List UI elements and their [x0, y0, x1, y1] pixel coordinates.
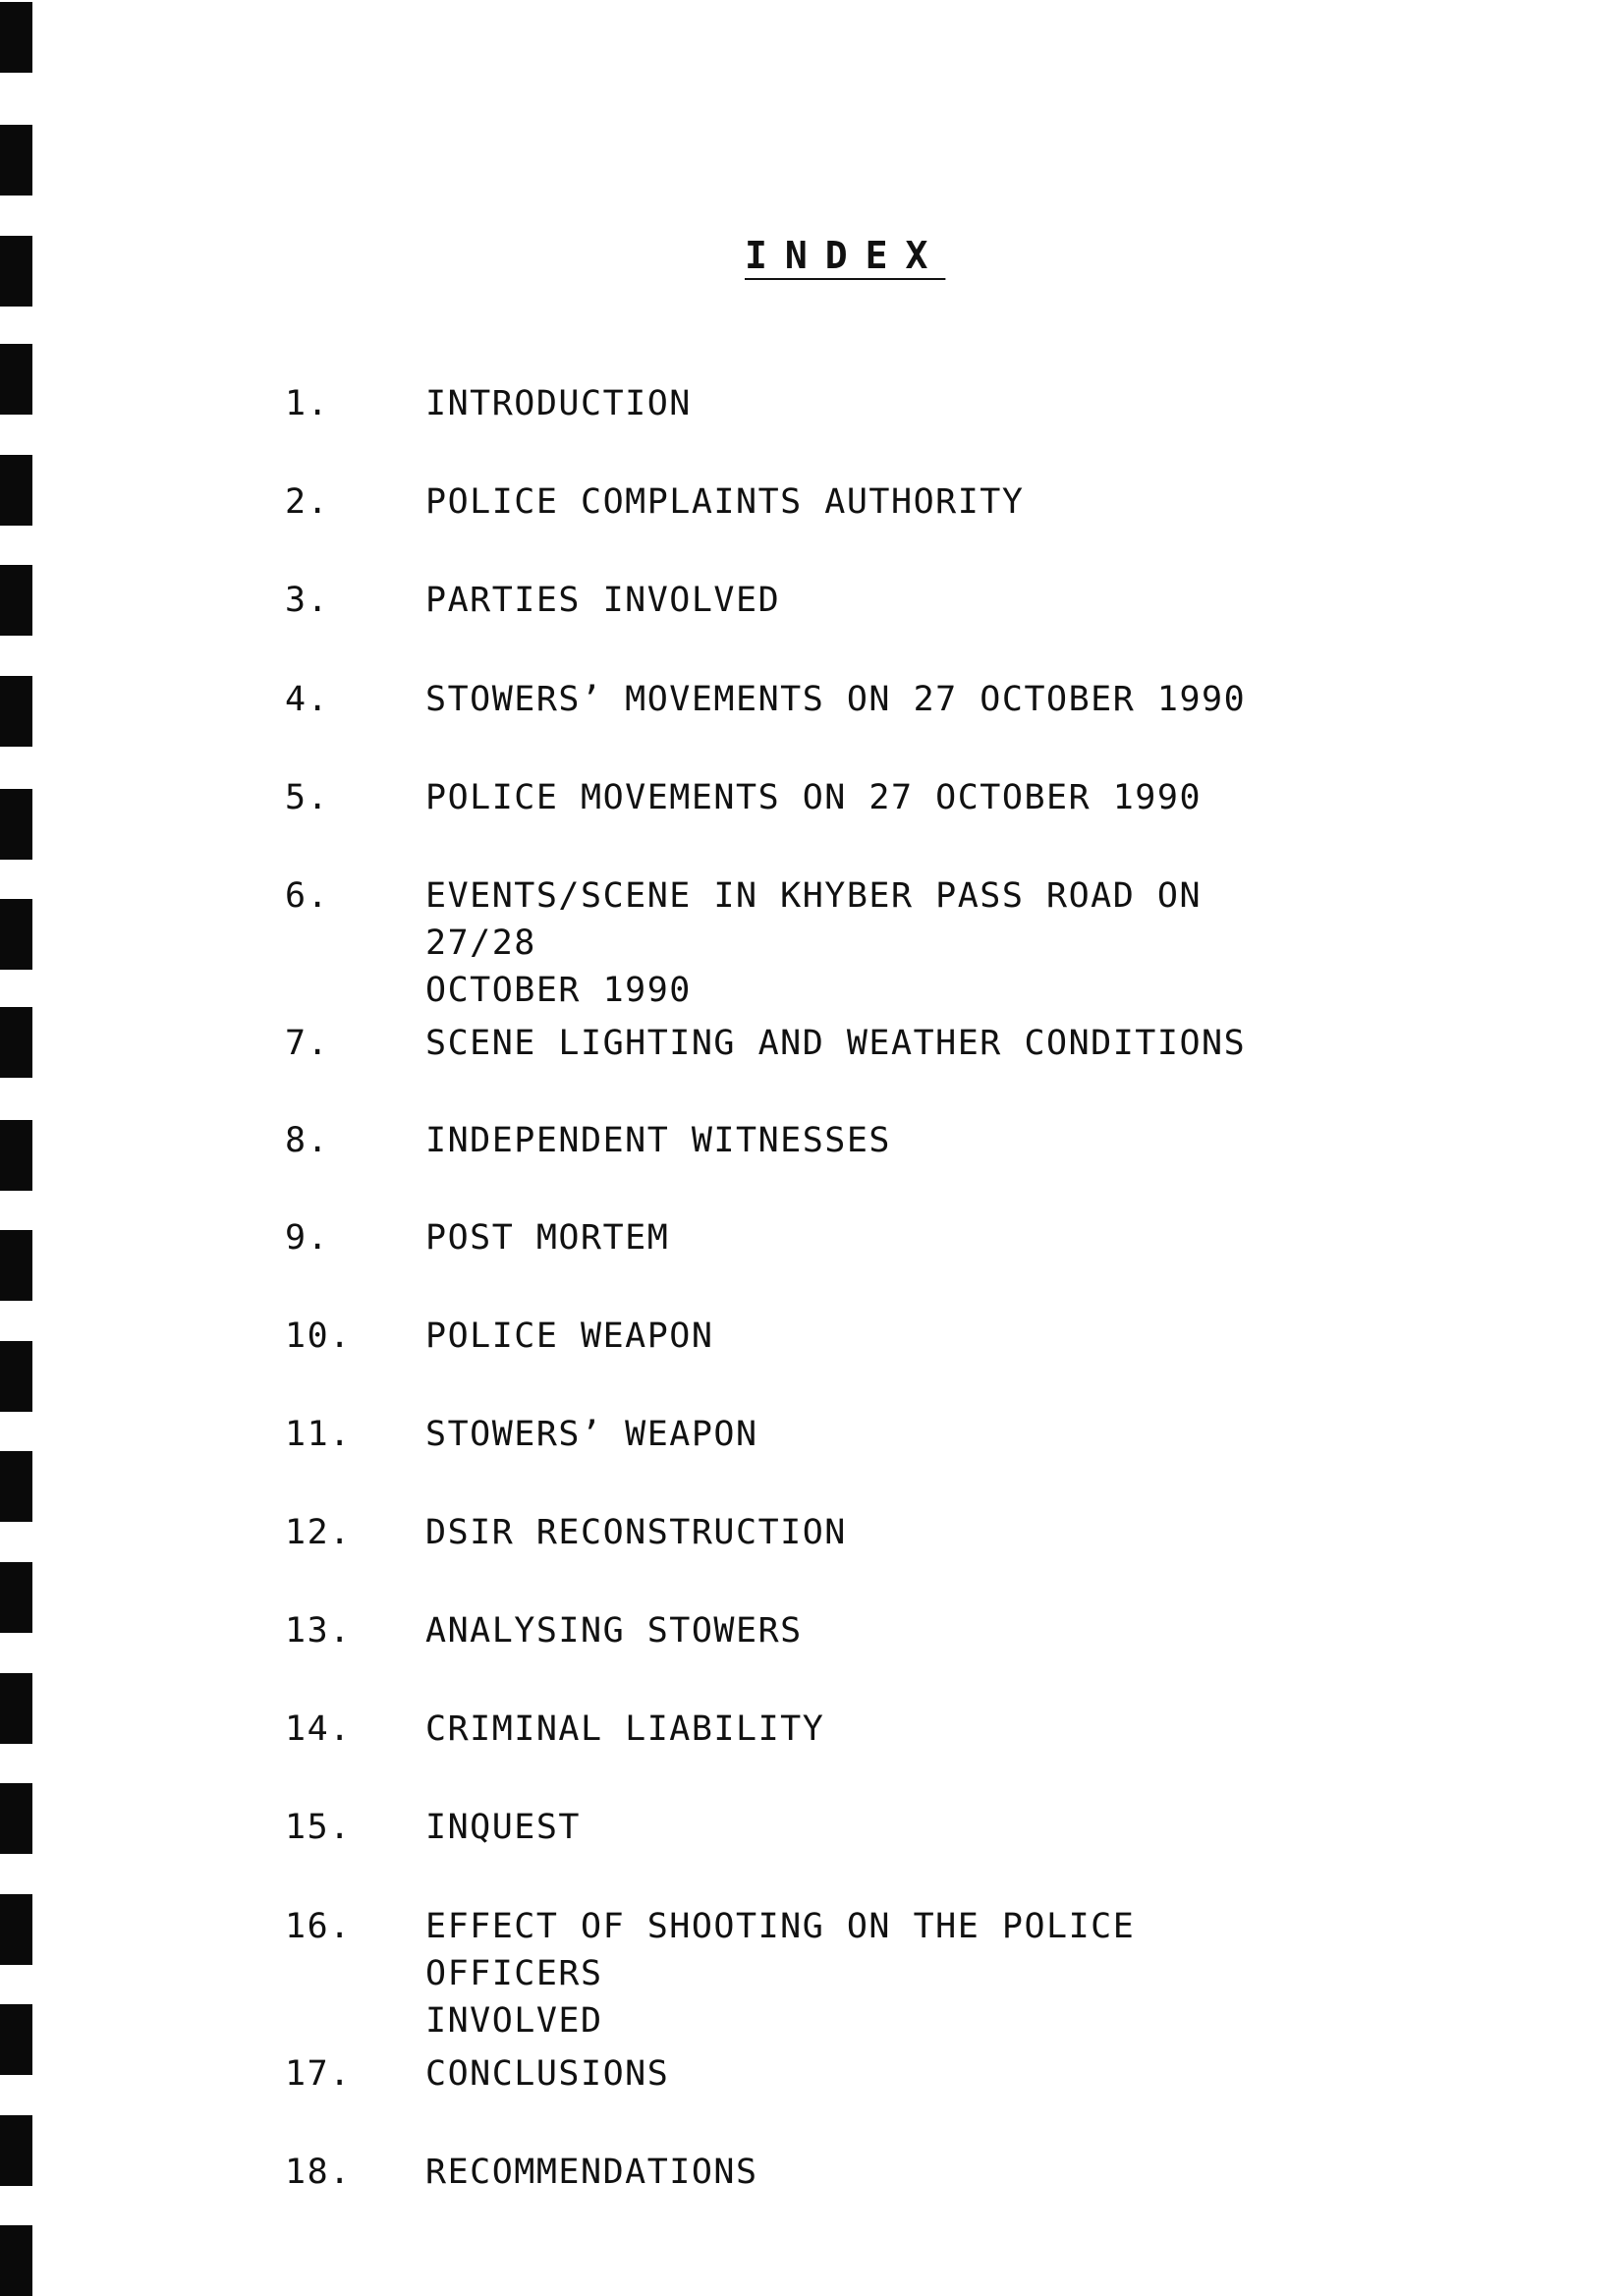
binding-hole: [0, 344, 32, 415]
entry-number: 8.: [285, 1121, 330, 1160]
binding-hole: [0, 565, 32, 636]
binding-hole: [0, 125, 32, 196]
entry-number: 16.: [285, 1907, 352, 1946]
binding-hole: [0, 899, 32, 970]
entry-title: DSIR RECONSTRUCTION: [425, 1513, 847, 1552]
entry-number: 11.: [285, 1415, 352, 1454]
entry-number: 12.: [285, 1513, 352, 1552]
entry-number: 4.: [285, 680, 330, 719]
binding-hole: [0, 2225, 32, 2296]
entry-title: POLICE COMPLAINTS AUTHORITY: [425, 482, 1025, 522]
binding-hole: [0, 236, 32, 307]
entry-number: 1.: [285, 384, 330, 423]
binding-hole: [0, 455, 32, 526]
entry-title: INTRODUCTION: [425, 384, 692, 423]
binding-hole: [0, 789, 32, 860]
entry-title: STOWERS’ MOVEMENTS ON 27 OCTOBER 1990: [425, 680, 1247, 719]
page-title: INDEX: [745, 234, 946, 277]
binding-hole: [0, 1230, 32, 1301]
entry-title: CONCLUSIONS: [425, 2054, 670, 2094]
entry-number: 17.: [285, 2054, 352, 2094]
binding-hole: [0, 2004, 32, 2075]
binding-hole: [0, 2115, 32, 2186]
entry-number: 15.: [285, 1808, 352, 1847]
entry-title: POST MORTEM: [425, 1218, 670, 1258]
binding-hole: [0, 1673, 32, 1744]
binding-hole: [0, 1894, 32, 1965]
entry-title: EVENTS/SCENE IN KHYBER PASS ROAD ON 27/28 OCTOBER 1990: [425, 876, 1203, 1010]
entry-title: RECOMMENDATIONS: [425, 2153, 758, 2192]
binding-hole: [0, 1562, 32, 1633]
entry-number: 6.: [285, 876, 330, 916]
binding-hole: [0, 1007, 32, 1078]
entry-number: 9.: [285, 1218, 330, 1258]
entry-title: INQUEST: [425, 1808, 582, 1847]
binding-hole: [0, 676, 32, 747]
binding-hole: [0, 1783, 32, 1854]
binding-hole: [0, 1451, 32, 1522]
entry-title: POLICE WEAPON: [425, 1316, 714, 1356]
entry-number: 5.: [285, 778, 330, 817]
entry-title: PARTIES INVOLVED: [425, 581, 781, 620]
entry-title: ANALYSING STOWERS: [425, 1611, 803, 1651]
entry-number: 14.: [285, 1709, 352, 1749]
entry-title: POLICE MOVEMENTS ON 27 OCTOBER 1990: [425, 778, 1203, 817]
entry-number: 7.: [285, 1024, 330, 1063]
entry-number: 10.: [285, 1316, 352, 1356]
entry-number: 13.: [285, 1611, 352, 1651]
entry-title: EFFECT OF SHOOTING ON THE POLICE OFFICERS INVOLVED: [425, 1907, 1136, 2041]
entry-number: 2.: [285, 482, 330, 522]
entry-title: CRIMINAL LIABILITY: [425, 1709, 825, 1749]
entry-title: INDEPENDENT WITNESSES: [425, 1121, 892, 1160]
binding-hole: [0, 1341, 32, 1412]
binding-hole: [0, 1120, 32, 1191]
entry-title: SCENE LIGHTING AND WEATHER CONDITIONS: [425, 1024, 1247, 1063]
entry-number: 3.: [285, 581, 330, 620]
entry-number: 18.: [285, 2153, 352, 2192]
binding-holes: [0, 0, 39, 2296]
binding-hole: [0, 2, 32, 73]
entry-title: STOWERS’ WEAPON: [425, 1415, 758, 1454]
